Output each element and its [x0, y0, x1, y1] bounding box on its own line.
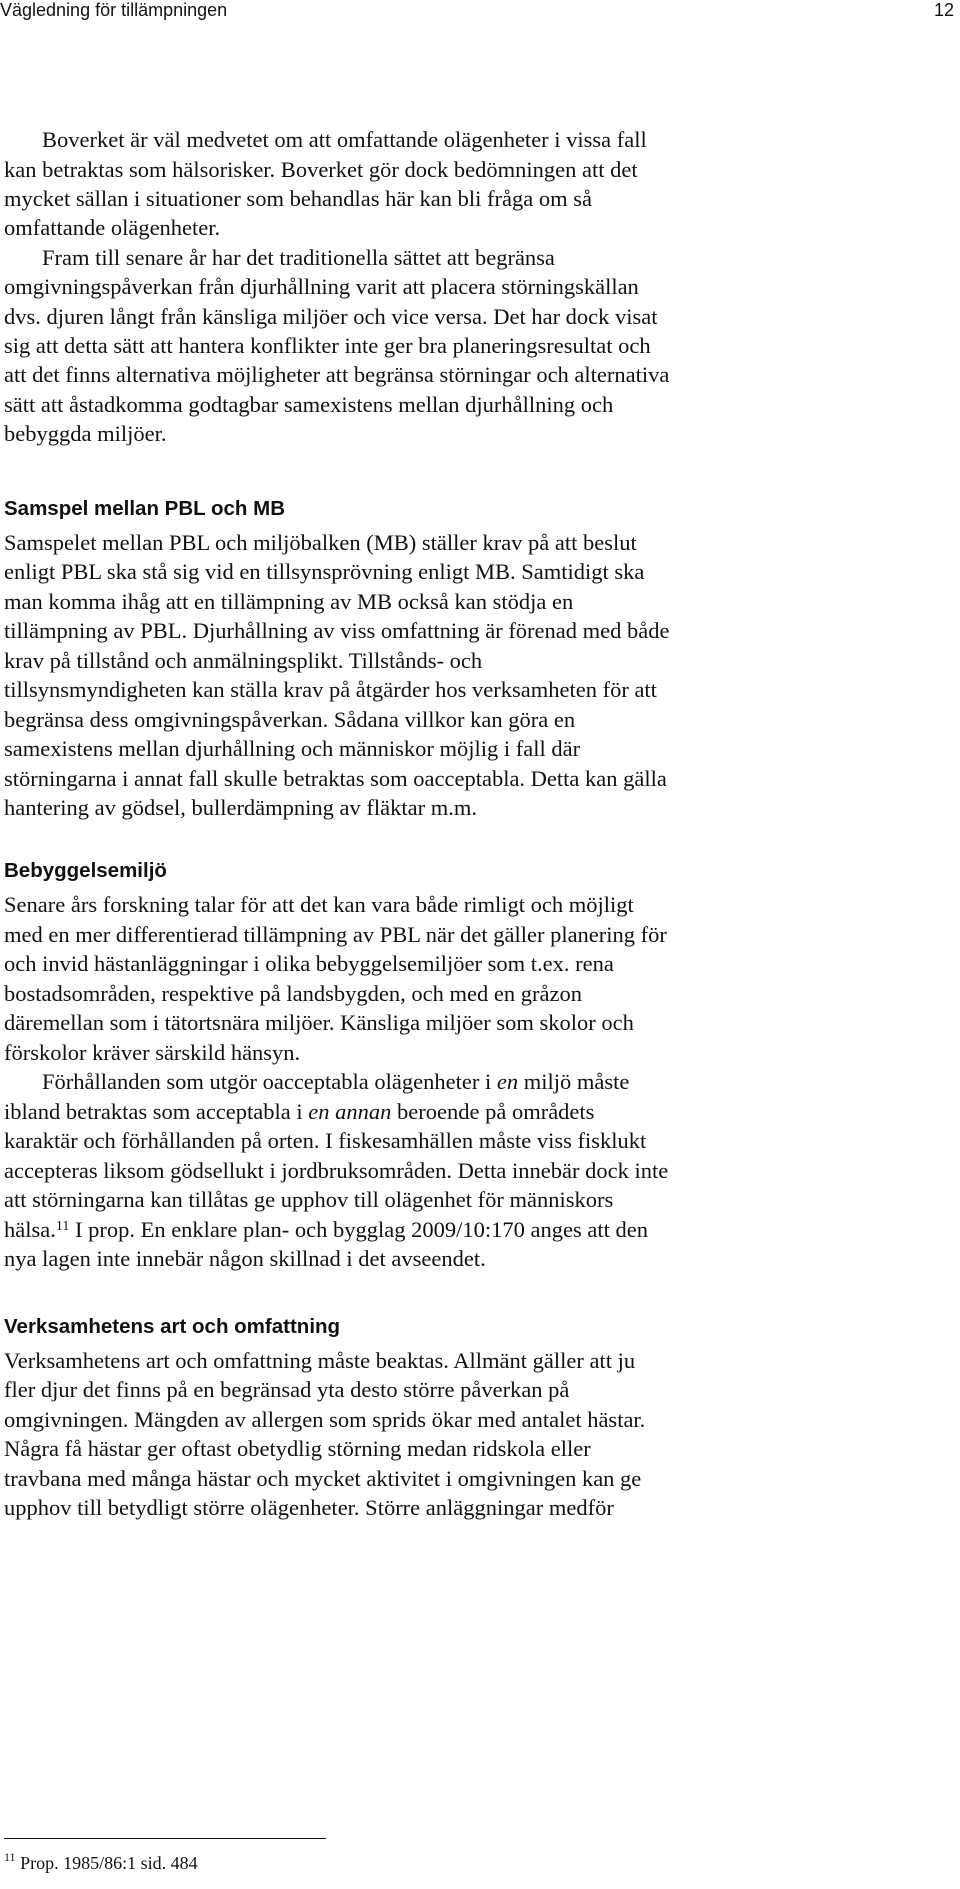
paragraph-line: att det finns alternativa möjligheter att begränsa störningar och alternativa: [4, 362, 670, 387]
text-run: miljö måste: [518, 1069, 630, 1094]
running-header-title: Vägledning för tillämpningen: [0, 0, 228, 20]
paragraph-line: störningarna i annat fall skulle betraktas som oacceptabla. Detta kan gälla: [4, 766, 667, 791]
paragraph-line: och invid hästanläggningar i olika bebyggelsemiljöer som t.ex. rena: [4, 951, 614, 976]
paragraph-line: dvs. djuren långt från känsliga miljöer och vice versa. Det har dock visat: [4, 304, 658, 329]
text-run: beroende på områdets: [391, 1099, 595, 1124]
paragraph-line: accepteras liksom gödsellukt i jordbruksområden. Detta innebär dock inte: [4, 1158, 669, 1183]
paragraph-line: tillsynsmyndigheten kan ställa krav på åtgärder hos verksamheten för att: [4, 677, 657, 702]
paragraph-line: omgivningen. Mängden av allergen som sprids ökar med antalet hästar.: [4, 1407, 646, 1432]
emphasis: en annan: [308, 1099, 392, 1124]
paragraph-line: bostadsområden, respektive på landsbygden, och med en gråzon: [4, 981, 582, 1006]
paragraph-line: mycket sällan i situationer som behandlas här kan bli fråga om så: [4, 186, 592, 211]
paragraph-line: hantering av gödsel, bullerdämpning av fläktar m.m.: [4, 795, 477, 820]
emphasis: en: [496, 1069, 519, 1094]
page-number: 12: [933, 0, 954, 20]
text-run: Förhållanden som utgör oacceptabla olägenheter i: [42, 1069, 497, 1094]
paragraph-line: Senare års forskning talar för att det kan vara både rimligt och möjligt: [4, 892, 634, 917]
footnote-divider: [4, 1838, 326, 1839]
footnote: [4, 1852, 198, 1874]
paragraph-line: sig att detta sätt att hantera konflikter inte ger bra planeringsresultat och: [4, 333, 651, 358]
paragraph-line: nya lagen inte innebär någon skillnad i det avseendet.: [4, 1246, 486, 1271]
paragraph-line: omgivningspåverkan från djurhållning varit att placera störningskällan: [4, 274, 639, 299]
text-run: ibland betraktas som acceptabla i: [4, 1099, 309, 1124]
paragraph-line: bebyggda miljöer.: [4, 421, 167, 446]
paragraph-line: fler djur det finns på en begränsad yta desto större påverkan på: [4, 1377, 570, 1402]
footnote-text: Prop. 1985/86:1 sid. 484: [15, 1853, 198, 1873]
paragraph-line: kan betraktas som hälsorisker. Boverket gör dock bedömningen att det: [4, 157, 638, 182]
paragraph-line: att störningarna kan tillåtas ge upphov till olägenhet för människors: [4, 1187, 614, 1212]
text-run: I prop. En enklare plan- och bygglag 2009/10:170 anges att den: [69, 1217, 648, 1242]
footnote-reference[interactable]: 11: [55, 1219, 70, 1234]
paragraph-line: Några få hästar ger oftast obetydlig störning medan ridskola eller: [4, 1436, 591, 1461]
paragraph-line: [42, 1067, 629, 1097]
paragraph-line: [4, 1215, 648, 1245]
paragraph-line: sätt att åstadkomma godtagbar samexistens mellan djurhållning och: [4, 392, 614, 417]
paragraph-line: upphov till betydligt större olägenheter. Större anläggningar medför: [4, 1495, 614, 1520]
section-heading: Bebyggelsemiljö: [4, 859, 167, 882]
paragraph-line: omfattande olägenheter.: [4, 215, 221, 240]
paragraph-line: krav på tillstånd och anmälningsplikt. Tillstånds- och: [4, 648, 483, 673]
paragraph-line: enligt PBL ska stå sig vid en tillsynsprövning enligt MB. Samtidigt ska: [4, 559, 645, 584]
paragraph-line: karaktär och förhållanden på orten. I fiskesamhällen måste viss fisklukt: [4, 1128, 647, 1153]
footnote-number: 11: [4, 1850, 16, 1864]
paragraph-line: tillämpning av PBL. Djurhållning av viss omfattning är förenad med både: [4, 618, 670, 643]
paragraph-line: Boverket är väl medvetet om att omfattande olägenheter i vissa fall: [42, 127, 647, 152]
paragraph-line: travbana med många hästar och mycket aktivitet i omgivningen kan ge: [4, 1466, 642, 1491]
paragraph-line: Verksamhetens art och omfattning måste beaktas. Allmänt gäller att ju: [4, 1348, 636, 1373]
paragraph-line: begränsa dess omgivningspåverkan. Sådana villkor kan göra en: [4, 707, 576, 732]
section-heading: Verksamhetens art och omfattning: [4, 1315, 341, 1338]
paragraph-line: man komma ihåg att en tillämpning av MB också kan stödja en: [4, 589, 574, 614]
paragraph-line: [4, 1097, 594, 1127]
paragraph-line: däremellan som i tätortsnära miljöer. Känsliga miljöer som skolor och: [4, 1010, 634, 1035]
paragraph-line: Fram till senare år har det traditionella sättet att begränsa: [42, 245, 555, 270]
paragraph-line: förskolor kräver särskild hänsyn.: [4, 1040, 301, 1065]
section-heading: Samspel mellan PBL och MB: [4, 497, 286, 520]
paragraph-line: samexistens mellan djurhållning och människor möjlig i fall där: [4, 736, 581, 761]
paragraph-line: med en mer differentierad tillämpning av PBL när det gäller planering för: [4, 922, 667, 947]
paragraph-line: Samspelet mellan PBL och miljöbalken (MB) ställer krav på att beslut: [4, 530, 637, 555]
text-run: hälsa.: [4, 1217, 56, 1242]
